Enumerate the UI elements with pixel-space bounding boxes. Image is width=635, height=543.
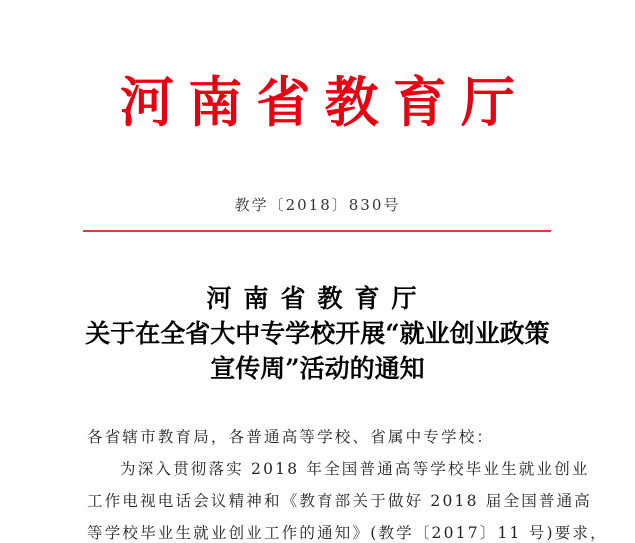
salutation: 各省辖市教育局，各普通高等学校、省属中专学校： <box>87 428 495 446</box>
title-line-2: 关于在全省大中专学校开展“就业创业政策 <box>85 319 550 348</box>
masthead-char: 南 <box>188 70 243 134</box>
body-line-2: 工作电视电话会议精神和《教育部关于做好 2018 届全国普通高 <box>87 492 593 510</box>
title-line-3: 宣传周”活动的通知 <box>210 354 425 383</box>
masthead-char: 省 <box>256 70 311 134</box>
title-line-1: 河南省教育厅 <box>206 284 429 313</box>
masthead-河南省教育厅 <box>120 70 515 134</box>
masthead-char: 育 <box>392 70 447 134</box>
masthead-char: 教 <box>324 70 379 134</box>
masthead-char: 河 <box>120 70 174 134</box>
body-line-3: 等学校毕业生就业创业工作的通知》(教学〔2017〕11 号)要求， <box>87 524 608 542</box>
body-line-1: 为深入贯彻落实 2018 年全国普通高等学校毕业生就业创业 <box>120 460 590 478</box>
masthead-char: 厅 <box>460 70 515 134</box>
document-number: 教学〔2018〕830号 <box>234 196 401 214</box>
red-divider <box>83 230 551 232</box>
